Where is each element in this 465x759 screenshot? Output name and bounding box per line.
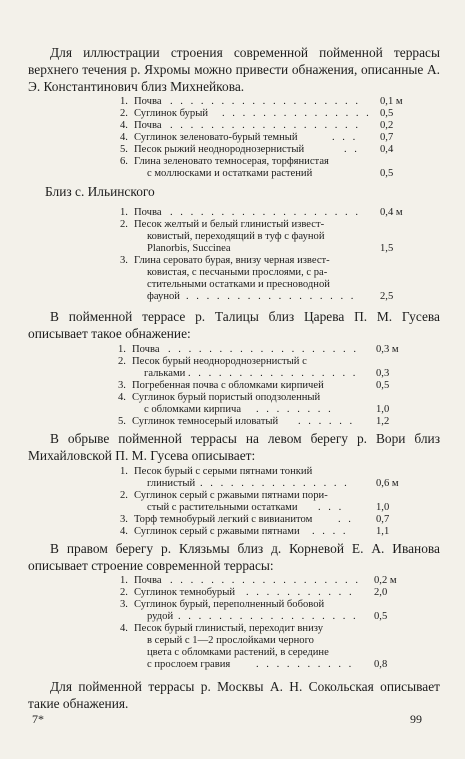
item-number: 2. [120, 108, 128, 119]
item-value: 0,5 [380, 108, 394, 119]
item-text: Глина серовато бурая, внизу черная извест- [134, 255, 330, 266]
item-text-line2: стый с растительными остатками [147, 502, 298, 513]
item-text: Песок бурый с серыми пятнами тонкий [134, 466, 313, 477]
item-value: 0,7 [376, 514, 390, 525]
section-heading: Близ с. Ильинского [45, 184, 155, 199]
item-text-line2: с моллюсками и остатками растений [147, 168, 313, 179]
item-text-line2: ковистый, переходящий в туф с фауной [147, 231, 325, 242]
item-value: 1,0 [376, 502, 390, 513]
leader-dots: . . . . . . . . . . [256, 659, 354, 670]
paragraph-talitsa: В пойменной террасе р. Талицы близ Царева П. М. Гусева описывает такое обнажение: [28, 309, 440, 341]
item-number: 2. [120, 587, 128, 598]
item-text-line2: глинистый [147, 478, 196, 489]
item-text-line3: стительными остатками и пресноводной [147, 279, 330, 290]
item-text-line2: гальками [144, 368, 186, 379]
item-number: 4. [120, 132, 128, 143]
item-text: Суглинок темнобурый [134, 587, 235, 598]
item-text: Погребенная почва с обломками кирпичей [132, 380, 324, 391]
leader-dots: . . . . [312, 526, 349, 537]
item-number: 2. [118, 356, 126, 367]
item-text: Песок рыжий неоднороднозернистый [134, 144, 305, 155]
item-number: 1. [120, 466, 128, 477]
item-number: 1. [120, 96, 128, 107]
printer-signature: 7* [32, 712, 44, 726]
item-text: Почва [132, 344, 160, 355]
item-number: 5. [120, 144, 128, 155]
item-number: 3. [120, 255, 128, 266]
item-text-line4: фауной [147, 291, 180, 302]
item-value: 1,5 [380, 243, 394, 254]
item-number: 4. [120, 526, 128, 537]
item-text: Суглинок темносерый иловатый [132, 416, 279, 427]
item-text: Песок бурый неоднороднозернистый с [132, 356, 307, 367]
item-number: 3. [120, 599, 128, 610]
item-value: 0,7 [380, 132, 394, 143]
paragraph-klyazma: В правом берегу р. Клязьмы близ д. Корневой Е. А. Иванова описывает строение современной террасы: [28, 541, 440, 573]
item-value: 0,5 [380, 168, 394, 179]
item-text-line3: цвета с обломками растений, в середине [147, 647, 329, 658]
item-text: Суглинок бурый пористый оподзоленный [132, 392, 321, 403]
intro-paragraph: Для иллюстрации строения современной пойменной террасы верхнего течения р. Яхромы можно привести обнажения, описанные А. Э. Константинович близ Михнейкова. [28, 45, 440, 94]
item-value: 0,4 [380, 144, 394, 155]
item-value: 0,5 [376, 380, 390, 391]
item-value: 0,5 [374, 611, 388, 622]
leader-dots: . . . . . . . . . . . . . . . . . . . [170, 120, 361, 131]
item-value: 2,5 [380, 291, 394, 302]
item-text-line2: ковистая, с песчаными прослоями, с ра- [147, 267, 328, 278]
item-number: 1. [120, 575, 128, 586]
item-text: Песок желтый и белый глинистый извест- [134, 219, 325, 230]
leader-dots: . . . . . . . . . . . . . . . . . . . [170, 207, 361, 218]
leader-dots: . . . [318, 502, 344, 513]
leader-dots: . . . . . . . . . . . . . . . [200, 478, 350, 489]
item-text: Суглинок зеленовато-бурый темный [134, 132, 298, 143]
item-number: 3. [118, 380, 126, 391]
item-text: Почва [134, 575, 162, 586]
item-value: 0,6 м [376, 478, 399, 489]
item-text: Суглинок серый с ржавыми пятнами пори- [134, 490, 328, 501]
item-value: 0,2 [380, 120, 394, 131]
leader-dots: . . [344, 144, 360, 155]
leader-dots: . . . . . . . . . . . . . . . [222, 108, 372, 119]
item-value: 1,1 [376, 526, 390, 537]
item-text-line2: в серый с 1—2 прослойками черного [147, 635, 314, 646]
item-text: Почва [134, 96, 162, 107]
item-number: 3. [120, 514, 128, 525]
item-value: 0,3 м [376, 344, 399, 355]
leader-dots: . . [338, 514, 354, 525]
item-number: 1. [120, 207, 128, 218]
item-text: Суглинок бурый, переполненный бобовой [134, 599, 325, 610]
item-number: 4. [120, 120, 128, 131]
paragraph-vorya: В обрыве пойменной террасы на левом берегу р. Вори близ Михайловской П. М. Гусева описывает: [28, 431, 440, 463]
item-number: 5. [118, 416, 126, 427]
item-number: 2. [120, 219, 128, 230]
item-text: Торф темнобурый легкий с вивианитом [134, 514, 313, 525]
paragraph-moskva: Для пойменной террасы р. Москвы А. Н. Сокольская описывает такие обнажения. [28, 679, 440, 711]
leader-dots: . . . . . . [298, 416, 355, 427]
item-number: 6. [120, 156, 128, 167]
leader-dots: . . . . . . . . . . . . . . . . . [188, 368, 358, 379]
leader-dots: . . . . . . . . . . . . . . . . . [186, 291, 356, 302]
page-number: 99 [410, 712, 422, 726]
item-number: 1. [118, 344, 126, 355]
item-text: Глина зеленовато темносерая, торфянистая [134, 156, 329, 167]
item-value: 0,4 м [380, 207, 403, 218]
leader-dots: . . . . . . . . . . . . . . . . . . . [168, 344, 359, 355]
item-value: 0,8 [374, 659, 388, 670]
item-value: 0,1 м [380, 96, 403, 107]
leader-dots: . . . . . . . . [256, 404, 334, 415]
leader-dots: . . . . . . . . . . . . . . . . . . [178, 611, 359, 622]
item-text: Суглинок бурый [134, 108, 208, 119]
item-value: 1,0 [376, 404, 390, 415]
item-text-line2: рудой [147, 611, 174, 622]
item-number: 4. [118, 392, 126, 403]
leader-dots: . . . [332, 132, 358, 143]
item-value: 1,2 [376, 416, 390, 427]
item-number: 4. [120, 623, 128, 634]
item-number: 2. [120, 490, 128, 501]
item-value: 0,2 м [374, 575, 397, 586]
item-text-line2: с обломками кирпича [144, 404, 242, 415]
item-text-line4: с прослоем гравия [147, 659, 231, 670]
item-text: Суглинок серый с ржавыми пятнами [134, 526, 300, 537]
item-text: Песок бурый глинистый, переходит внизу [134, 623, 323, 634]
item-text: Почва [134, 207, 162, 218]
item-text-line3: Planorbis, Succinea [147, 243, 231, 254]
leader-dots: . . . . . . . . . . . . . . . . . . . [170, 96, 361, 107]
leader-dots: . . . . . . . . . . . . . . . . . . . [170, 575, 361, 586]
leader-dots: . . . . . . . . . . . [246, 587, 355, 598]
item-value: 2,0 [374, 587, 388, 598]
item-text: Почва [134, 120, 162, 131]
item-value: 0,3 [376, 368, 390, 379]
